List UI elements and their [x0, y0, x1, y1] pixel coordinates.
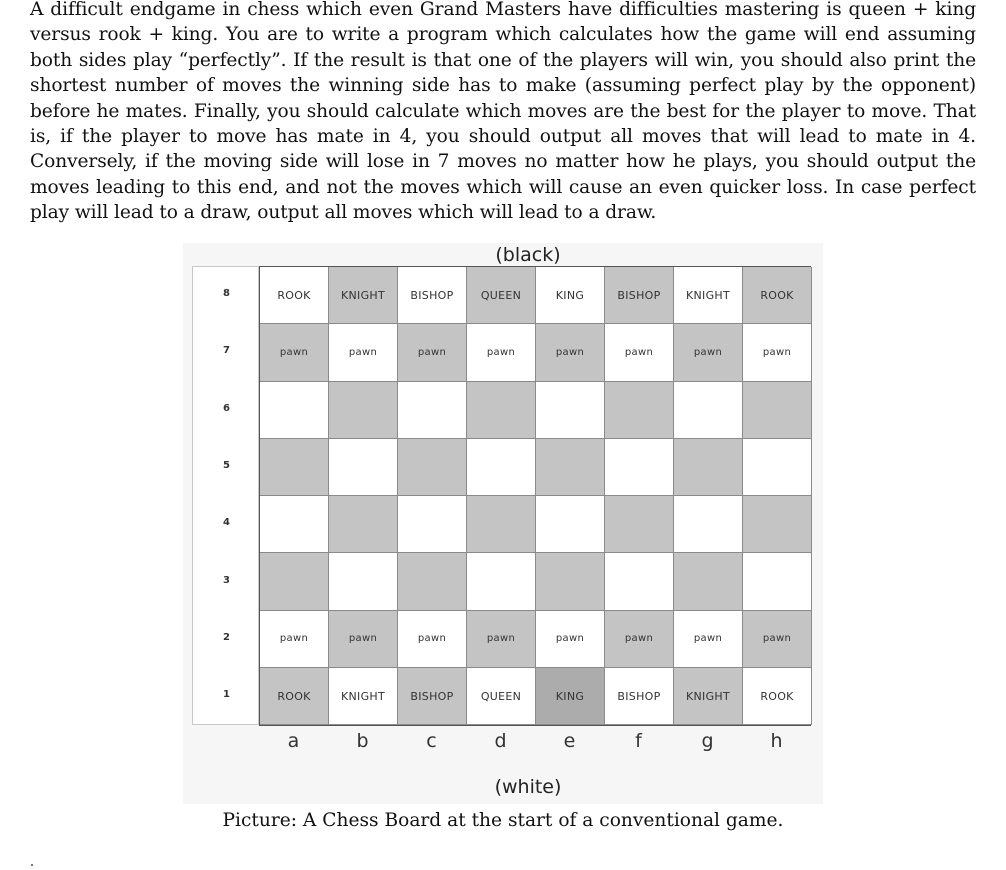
piece-pawn: pawn	[762, 346, 792, 358]
piece-rook: ROOK	[760, 288, 794, 302]
rank-label: 5	[223, 459, 230, 471]
square-d2	[467, 611, 536, 668]
square-g4	[674, 496, 743, 553]
square-d5	[467, 439, 536, 496]
piece-pawn: pawn	[486, 346, 516, 358]
square-d6	[467, 382, 536, 439]
square-b6	[329, 382, 398, 439]
piece-pawn: pawn	[624, 346, 654, 358]
piece-pawn: pawn	[693, 633, 723, 645]
piece-pawn: pawn	[555, 633, 585, 645]
file-label: h	[770, 730, 783, 752]
square-a4	[260, 496, 329, 553]
piece-pawn: pawn	[279, 346, 309, 358]
file-label: g	[701, 730, 714, 752]
piece-rook: ROOK	[277, 288, 311, 302]
piece-pawn: pawn	[762, 633, 792, 645]
piece-rook: ROOK	[760, 689, 794, 703]
square-h1	[743, 668, 812, 725]
file-label: e	[563, 730, 576, 752]
file-label: f	[635, 730, 642, 752]
square-h6	[743, 382, 812, 439]
square-c3	[398, 553, 467, 610]
square-h2	[743, 611, 812, 668]
rank-label: 1	[223, 689, 230, 701]
square-c6	[398, 382, 467, 439]
piece-knight: KNIGHT	[685, 288, 730, 302]
piece-king: KING	[555, 288, 585, 302]
chess-board	[259, 266, 811, 726]
piece-bishop: BISHOP	[410, 689, 454, 703]
piece-queen: QUEEN	[480, 288, 522, 302]
piece-bishop: BISHOP	[617, 689, 661, 703]
piece-knight: KNIGHT	[340, 689, 385, 703]
square-f7	[605, 324, 674, 381]
square-f2	[605, 611, 674, 668]
square-e2	[536, 611, 605, 668]
piece-pawn: pawn	[348, 346, 378, 358]
square-f1	[605, 668, 674, 725]
square-e4	[536, 496, 605, 553]
square-g7	[674, 324, 743, 381]
square-h3	[743, 553, 812, 610]
square-e8	[536, 267, 605, 324]
square-g8	[674, 267, 743, 324]
square-f3	[605, 553, 674, 610]
square-b7	[329, 324, 398, 381]
piece-pawn: pawn	[279, 633, 309, 645]
square-c2	[398, 611, 467, 668]
square-a3	[260, 553, 329, 610]
square-f8	[605, 267, 674, 324]
square-c7	[398, 324, 467, 381]
square-c4	[398, 496, 467, 553]
square-b8	[329, 267, 398, 324]
piece-pawn: pawn	[555, 346, 585, 358]
rank-label: 3	[223, 574, 230, 586]
piece-pawn: pawn	[417, 633, 447, 645]
square-e5	[536, 439, 605, 496]
square-b3	[329, 553, 398, 610]
rank-label: 7	[223, 345, 230, 357]
square-d7	[467, 324, 536, 381]
square-g5	[674, 439, 743, 496]
square-d8	[467, 267, 536, 324]
piece-pawn: pawn	[624, 633, 654, 645]
square-a8	[260, 267, 329, 324]
problem-paragraph: A difficult endgame in chess which even Grand Masters have difficulties mastering is queen + king versus rook + king. You are to write a program which calculates how the game will end assuming both sides play “perfectly”. If the result is that one of the players will win, you should also print the shortest number of moves the winning side has to make (assuming perfect play by the opponent) before he mates. Finally, you should calculate which moves are the best for the player to move. That is, if the player to move has mate in 4, you should output all moves that will lead to mate in 4. Conversely, if the moving side will lose in 7 moves no matter how he plays, you should output the moves leading to this end, and not the moves which will cause an even quicker loss. In case perfect play will lead to a draw, output all moves which will lead to a draw.	[30, 0, 976, 224]
square-h5	[743, 439, 812, 496]
square-a6	[260, 382, 329, 439]
file-label: a	[287, 730, 300, 752]
square-d1	[467, 668, 536, 725]
piece-king: KING	[555, 689, 585, 703]
square-e3	[536, 553, 605, 610]
file-labels-row	[259, 730, 811, 756]
square-f4	[605, 496, 674, 553]
square-g3	[674, 553, 743, 610]
square-g6	[674, 382, 743, 439]
square-b5	[329, 439, 398, 496]
rank-label: 2	[223, 631, 230, 643]
piece-knight: KNIGHT	[685, 689, 730, 703]
piece-bishop: BISHOP	[410, 288, 454, 302]
square-g1	[674, 668, 743, 725]
rank-label: 8	[223, 288, 230, 299]
square-d3	[467, 553, 536, 610]
piece-rook: ROOK	[277, 689, 311, 703]
square-a5	[260, 439, 329, 496]
figure-caption: Picture: A Chess Board at the start of a conventional game.	[222, 810, 784, 831]
rank-label: 4	[223, 517, 230, 529]
square-f6	[605, 382, 674, 439]
square-h7	[743, 324, 812, 381]
piece-pawn: pawn	[486, 633, 516, 645]
square-g2	[674, 611, 743, 668]
piece-pawn: pawn	[417, 346, 447, 358]
square-c1	[398, 668, 467, 725]
piece-queen: QUEEN	[480, 689, 522, 703]
square-a2	[260, 611, 329, 668]
page-mark	[31, 864, 33, 866]
piece-pawn: pawn	[348, 633, 378, 645]
file-label: c	[426, 730, 437, 752]
piece-knight: KNIGHT	[340, 288, 385, 302]
square-e6	[536, 382, 605, 439]
square-e7	[536, 324, 605, 381]
square-b4	[329, 496, 398, 553]
square-f5	[605, 439, 674, 496]
square-d4	[467, 496, 536, 553]
rank-label: 6	[223, 402, 230, 414]
square-b2	[329, 611, 398, 668]
black-side-label: (black)	[495, 244, 561, 266]
square-h8	[743, 267, 812, 324]
square-c5	[398, 439, 467, 496]
square-a7	[260, 324, 329, 381]
file-label: d	[494, 730, 507, 752]
piece-pawn: pawn	[693, 346, 723, 358]
rank-labels-column	[192, 266, 259, 725]
square-e1	[536, 668, 605, 725]
file-label: b	[356, 730, 369, 752]
square-c8	[398, 267, 467, 324]
piece-bishop: BISHOP	[617, 288, 661, 302]
square-a1	[260, 668, 329, 725]
square-h4	[743, 496, 812, 553]
square-b1	[329, 668, 398, 725]
white-side-label: (white)	[494, 776, 562, 798]
